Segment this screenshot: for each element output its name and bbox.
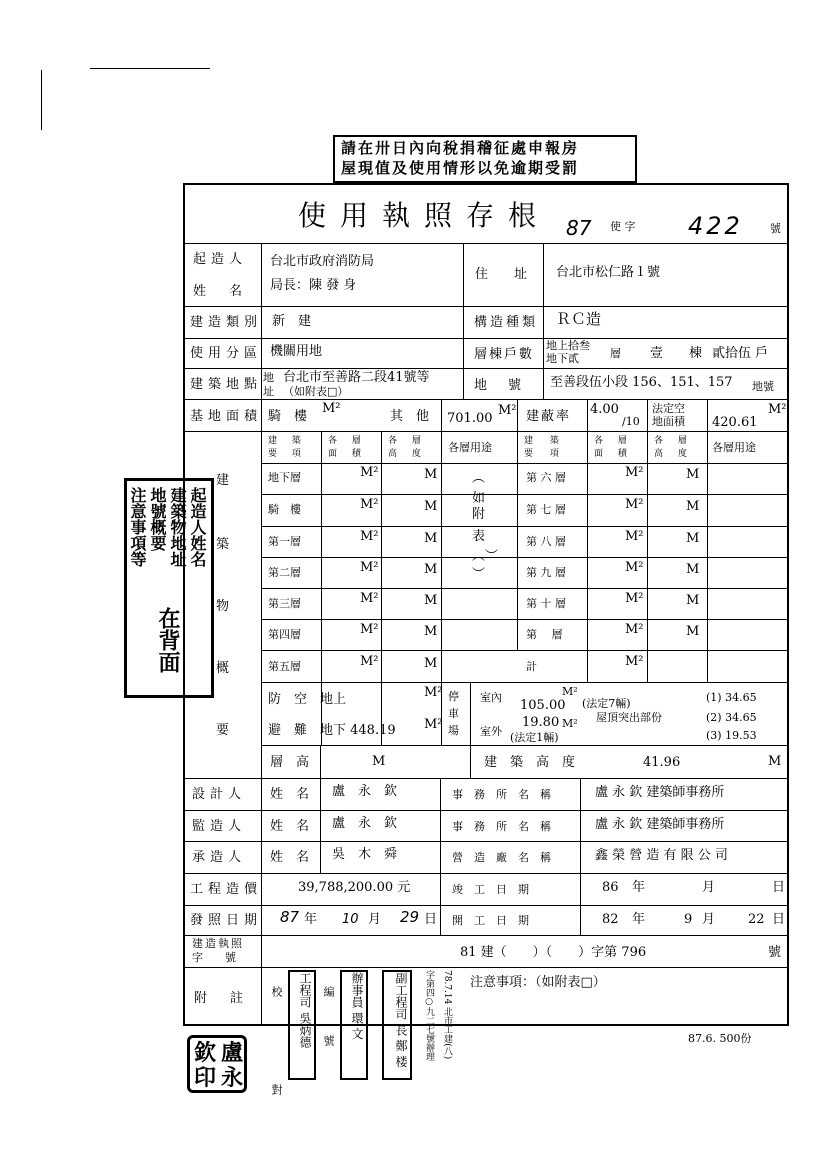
issue-year: 87	[280, 908, 300, 926]
building-height-value: 41.96	[643, 755, 681, 770]
designer-name: 盧 永 欽	[332, 784, 398, 799]
floor-right-height-unit: M	[686, 562, 700, 577]
edit-label: 編號	[322, 986, 335, 1084]
designer-office: 盧 永 欽 建築師事務所	[595, 785, 725, 800]
floor-right-label: 計	[526, 660, 537, 673]
notice-box	[333, 135, 637, 183]
parking-indoor-unit: M²	[562, 685, 578, 698]
floor-height-label: 層 高	[270, 755, 310, 770]
start-label: 開 工 日 期	[452, 914, 529, 927]
floor-right-label: 第 七 層	[526, 503, 566, 516]
open-space-label-1: 法定空	[652, 402, 685, 415]
arcade-unit: M²	[322, 401, 341, 416]
floor-right-label: 第 層	[526, 628, 563, 641]
note-label: 附 註	[194, 991, 249, 1006]
hdr-area-left: 各 層 面 積	[328, 436, 367, 459]
contractor-office: 鑫 榮 營 造 有 限 公 司	[595, 848, 728, 863]
coverage-value: 4.00	[590, 402, 619, 417]
hdr-height-left: 各 層 高 度	[388, 436, 427, 459]
floor-left-label: 第二層	[268, 566, 301, 579]
hdr-area-right: 各 層 面 積	[594, 436, 633, 459]
floor-left-area-unit: M²	[360, 622, 379, 637]
floor-right-area-unit: M²	[625, 465, 644, 480]
contractor-name: 吳 木 舜	[332, 847, 398, 862]
permit-suffix: 號	[770, 222, 781, 235]
address-label: 住 址	[475, 267, 528, 282]
permit-ref: 81 建（ ）（ ）字第 796	[460, 945, 647, 960]
build-type-value: 新 建	[272, 314, 312, 329]
use-note-f: ︶	[472, 567, 486, 582]
floor-left-height-unit: M	[424, 562, 438, 577]
open-space-unit: M²	[768, 402, 787, 417]
check-label: 校 對	[270, 986, 283, 1133]
applicant-name-1: 台北市政府消防局	[270, 254, 375, 269]
roof-2: (2) 34.65	[706, 711, 757, 724]
note-ref-1: 字第四○九二七號辦理	[424, 970, 434, 1061]
shelter-above: 地上	[320, 692, 347, 707]
issue-ri: 日	[424, 912, 438, 927]
floor-left-area-unit: M²	[360, 529, 379, 544]
contractor-label: 承造人	[192, 850, 247, 865]
side-stamp-line-5: 在背面	[155, 607, 181, 673]
floor-left-area-unit: M²	[360, 560, 379, 575]
note-ref-2: 78.7.14 北市工建(八)	[442, 970, 452, 1060]
side-label-3: 物	[216, 599, 230, 614]
permit-year: 87	[566, 216, 592, 240]
permit-label-2: 字 號	[192, 951, 236, 964]
floors-label: 層棟戶數	[474, 347, 535, 362]
floor-right-area-unit: M²	[625, 497, 644, 512]
stamp-clerk: 辦事員 環 文	[340, 970, 368, 1080]
site-area-label: 基地面積	[190, 409, 263, 424]
floor-left-height-unit: M	[424, 593, 438, 608]
permit-number: 422	[688, 212, 743, 240]
use-note-a: ︵	[472, 471, 486, 486]
floor-right-height-unit: M	[686, 499, 700, 514]
applicant-label-1: 起造人	[193, 252, 248, 267]
floor-right-label: 第 九 層	[526, 566, 566, 579]
structure-label: 構造種類	[474, 315, 539, 330]
structure-value: ＲＣ造	[556, 310, 602, 328]
use-note-d: 表	[472, 529, 486, 544]
stamp-deputy: 副工程司 長 鄭 楼	[382, 970, 412, 1080]
zoning-value: 機關用地	[270, 344, 323, 359]
parking-indoor-value: 105.00	[520, 698, 566, 713]
building-height-unit: M	[768, 754, 782, 769]
side-stamp-line-3: 地號概要	[148, 487, 167, 551]
floor-left-height-unit: M	[424, 467, 438, 482]
contractor-office-label: 營 造 廠 名 稱	[452, 851, 551, 864]
side-label-1: 建	[216, 473, 230, 488]
personal-seal	[187, 1035, 247, 1093]
floor-left-area-unit: M²	[360, 465, 379, 480]
lot-value: 至善段伍小段 156、151、157	[550, 375, 733, 390]
arcade-label: 騎 樓	[268, 409, 308, 424]
note-remark: 注意事項：（如附表□）	[470, 975, 606, 990]
shelter-label-1: 防 空	[268, 692, 308, 707]
other-unit: M²	[498, 403, 517, 418]
floor-left-label: 第三層	[268, 597, 301, 610]
issue-yue: 月	[368, 912, 382, 927]
parking-label: 停車場	[448, 690, 459, 737]
build-type-label: 建造類別	[190, 315, 263, 330]
floor-right-height-unit: M	[686, 593, 700, 608]
side-stamp-line-2: 建築物地址	[168, 487, 187, 567]
floor-left-height-unit: M	[424, 624, 438, 639]
floor-right-height-unit: M	[686, 531, 700, 546]
print-info: 87.6. 500份	[688, 1032, 752, 1045]
notice-line-2: 屋現值及使用情形以免逾期受罰	[341, 159, 580, 177]
floor-left-height-unit: M	[424, 499, 438, 514]
start-ri: 日	[772, 912, 786, 927]
parking-outdoor-label: 室外	[480, 725, 502, 738]
floor-right-label: 第 十 層	[526, 597, 566, 610]
use-note-c: 附	[472, 507, 486, 522]
side-label-2: 築	[216, 537, 230, 552]
hdr-use-left: 各層用途	[448, 441, 492, 454]
site-di: 地	[263, 371, 274, 384]
zoning-label: 使用分區	[190, 346, 263, 361]
roof-label: 屋頂突出部份	[596, 711, 662, 724]
issue-day: 29	[400, 908, 420, 926]
completion-yue: 月	[702, 880, 716, 895]
floor-right-area-unit: M²	[625, 591, 644, 606]
other-area: 701.00	[447, 411, 493, 426]
buildings-count: 壹 棟	[650, 346, 703, 361]
applicant-name-2: 局長：陳 發 身	[270, 278, 357, 293]
roof-1: (1) 34.65	[706, 691, 757, 704]
floor-left-height-unit: M	[424, 656, 438, 671]
floor-right-label: 第 六 層	[526, 471, 566, 484]
parking-indoor-note: (法定7輛)	[582, 697, 631, 710]
floor-right-area-unit: M²	[625, 654, 644, 669]
floor-left-label: 地下層	[268, 471, 301, 484]
address-value: 台北市松仁路１號	[556, 265, 661, 280]
open-space-label-2: 地面積	[652, 415, 685, 428]
floor-left-height-unit: M	[424, 531, 438, 546]
parking-outdoor-note: (法定1輛)	[510, 731, 559, 744]
scan-edge-mark	[41, 70, 42, 130]
start-year: 82	[602, 912, 619, 927]
completion-nian: 年	[632, 880, 646, 895]
units-count: 貳拾伍 戶	[712, 346, 769, 361]
side-stamp-line-1: 起造人姓名	[188, 487, 207, 567]
permit-prefix: 使 字	[610, 220, 636, 233]
site-address-1: 台北市至善路二段41號等	[283, 370, 430, 385]
seal-char-2: 永	[221, 1065, 244, 1091]
supervisor-office: 盧 永 欽 建築師事務所	[595, 817, 725, 832]
hdr-item-left: 建 築 要 項	[268, 436, 307, 459]
side-stamp-line-4: 注意事項等	[128, 487, 147, 567]
permit-ref-suffix: 號	[768, 945, 782, 960]
issue-label: 發照日期	[190, 913, 263, 928]
shelter-label-2: 避 難	[268, 723, 308, 738]
open-space-value: 420.61	[712, 415, 758, 430]
side-notice-stamp	[124, 478, 214, 698]
floors-ceng: 層	[610, 347, 621, 360]
start-day: 22	[748, 912, 765, 927]
floor-right-area-unit: M²	[625, 622, 644, 637]
floors-above: 地上拾叁	[546, 339, 590, 352]
start-month: 9	[684, 912, 693, 927]
hdr-use-right: 各層用途	[712, 441, 756, 454]
supervisor-name: 盧 永 欽	[332, 816, 398, 831]
floor-left-area-unit: M²	[360, 591, 379, 606]
roof-3: (3) 19.53	[706, 729, 757, 742]
form-title: 使用執照存根	[298, 199, 551, 232]
seal-char-3: 欽	[194, 1040, 217, 1066]
scan-edge-dash	[90, 68, 210, 69]
coverage-div: /10	[622, 415, 640, 428]
site-label: 建築地點	[190, 377, 263, 392]
supervisor-office-label: 事 務 所 名 稱	[452, 820, 551, 833]
floor-left-label: 第五層	[268, 660, 301, 673]
floor-height-unit: M	[372, 754, 386, 769]
seal-char-4: 印	[194, 1065, 217, 1091]
side-label-4: 概	[216, 661, 230, 676]
parking-outdoor-unit: M²	[562, 717, 578, 730]
start-nian: 年	[632, 912, 646, 927]
side-label-5: 要	[216, 723, 230, 738]
lot-suffix: 地號	[752, 380, 774, 393]
floor-right-height-unit: M	[686, 467, 700, 482]
use-note-b: 如	[472, 491, 486, 506]
floor-left-label: 第一層	[268, 535, 301, 548]
completion-year: 86	[602, 880, 619, 895]
applicant-label-2: 姓 名	[193, 284, 248, 299]
coverage-label: 建蔽率	[526, 409, 572, 424]
issue-nian: 年	[304, 912, 318, 927]
floor-left-area-unit: M²	[360, 497, 379, 512]
shelter-below-unit: M²	[424, 717, 443, 732]
lot-label: 地 號	[474, 378, 526, 393]
cost-value: 39,788,200.00 元	[298, 880, 411, 895]
shelter-below: 地下 448.19	[320, 723, 396, 738]
contractor-name-label: 姓 名	[270, 850, 310, 865]
designer-office-label: 事 務 所 名 稱	[452, 788, 551, 801]
floor-left-area-unit: M²	[360, 654, 379, 669]
floor-left-label: 第四層	[268, 628, 301, 641]
floor-right-area-unit: M²	[625, 529, 644, 544]
permit-label-1: 建造執照	[192, 937, 244, 950]
shelter-above-unit: M²	[424, 685, 443, 700]
designer-label: 設計人	[192, 787, 247, 802]
parking-outdoor-value: 19.80	[522, 715, 560, 730]
stamp-engineer: 工程司 吳炳德	[288, 970, 316, 1080]
parking-indoor-label: 室內	[480, 691, 502, 704]
floor-right-label: 第 八 層	[526, 535, 566, 548]
hdr-height-right: 各 層 高 度	[654, 436, 693, 459]
floors-below: 地下貳	[546, 352, 579, 365]
floor-right-height-unit: M	[686, 624, 700, 639]
use-note-e: ︵︶	[472, 549, 499, 564]
site-zhi: 址	[263, 385, 274, 398]
seal-char-1: 盧	[221, 1040, 244, 1066]
completion-label: 竣 工 日 期	[452, 883, 529, 896]
hdr-item-right: 建 築 要 項	[524, 436, 566, 459]
floor-left-label: 騎 樓	[268, 503, 301, 516]
supervisor-label: 監造人	[192, 819, 247, 834]
issue-month: 10	[342, 912, 359, 927]
notice-line-1: 請在卅日內向稅捐稽征處申報房	[341, 139, 580, 157]
site-address-2: （如附表□）	[283, 385, 349, 398]
completion-ri: 日	[772, 880, 786, 895]
cost-label: 工程造價	[190, 882, 263, 897]
other-label: 其 他	[390, 409, 430, 424]
supervisor-name-label: 姓 名	[270, 819, 310, 834]
floor-right-area-unit: M²	[625, 560, 644, 575]
designer-name-label: 姓 名	[270, 787, 310, 802]
start-yue: 月	[702, 912, 716, 927]
building-height-label: 建 築 高 度	[484, 755, 576, 770]
